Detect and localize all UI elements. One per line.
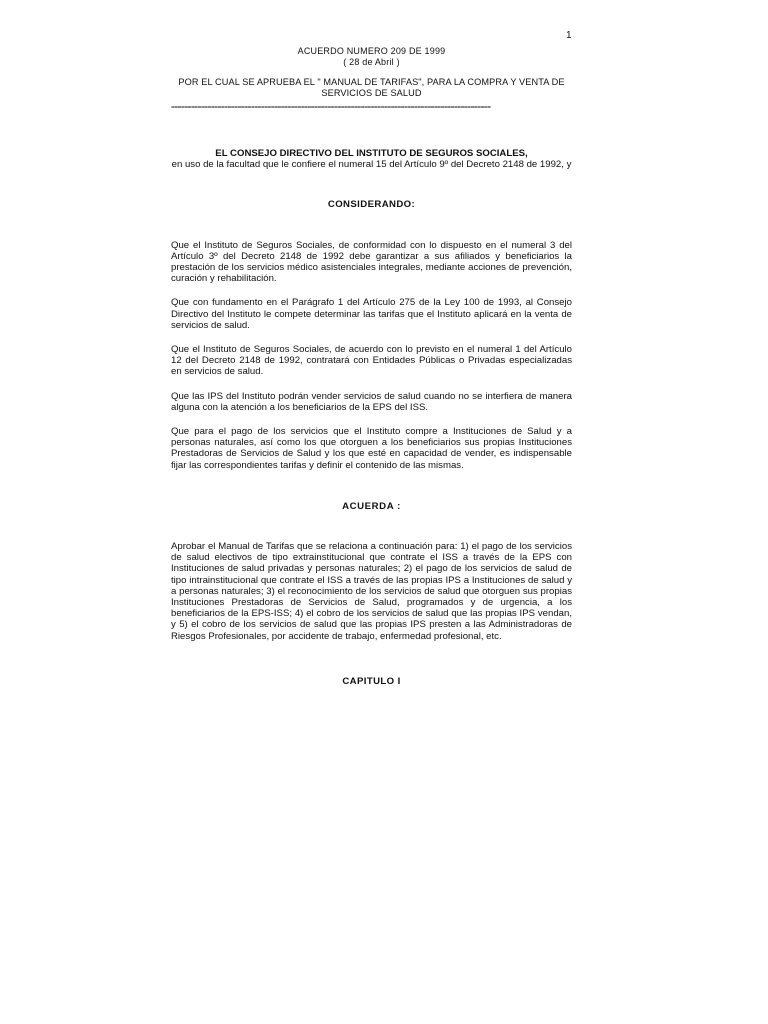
considerando-paragraph: Que las IPS del Instituto podrán vender servicios de salud cuando no se interfiera de manera alguna con la atención a los beneficiarios de la EPS del ISS. — [171, 390, 572, 413]
acuerda-paragraph: Aprobar el Manual de Tarifas que se relaciona a continuación para: 1) el pago de los servicios de salud electivos de tipo extrainstitucional que contrate el ISS a través de la EPS con Instituciones de salud privadas y personas naturales; 2) el pago de los servicios de salud de tipo intrainstitucional que contrate el ISS a través de las propias IPS a Instituciones de salud y a personas naturales; 3) el reconocimiento de los servicios de salud que otorguen sus propias Instituciones Prestadoras de Servicios de Salud, programados y de urgencia, a los beneficiarios de la EPS-ISS; 4) el cobro de los servicios de salud que las propias IPS vendan, y 5) el cobro de los servicios de salud que las propias IPS presten a las Administradoras de Riesgos Profesionales, por accidente de trabajo, enfermedad profesional, etc. — [171, 541, 572, 642]
agreement-date: ( 28 de Abril ) — [343, 57, 400, 67]
agreement-number: ACUERDO NUMERO 209 DE 1999 — [297, 46, 446, 56]
agreement-title: POR EL CUAL SE APRUEBA EL " MANUAL DE TARIFAS", PARA LA COMPRA Y VENTA DE SERVICIOS DE SALUD — [178, 77, 565, 98]
considerando-paragraph: Que con fundamento en el Parágrafo 1 del Artículo 275 de la Ley 100 de 1993, al Consejo Directivo del Instituto le compete determinar las tarifas que el Instituto aplicará en la venta de servicios de salud. — [171, 297, 572, 331]
considerando-paragraph: Que el Instituto de Seguros Sociales, de acuerdo con lo previsto en el numeral 1 del Artículo 12 del Decreto 2148 de 1992, contratará con Entidades Públicas o Privadas especializadas en servicios de salud. — [171, 344, 572, 378]
chapter-heading: CAPITULO I — [342, 675, 401, 687]
considerando-heading: CONSIDERANDO: — [327, 199, 416, 211]
page-number: 1 — [566, 30, 572, 41]
separator-line: ================================================================================================ — [171, 104, 491, 111]
council-name: EL CONSEJO DIRECTIVO DEL INSTITUTO DE SEGUROS SOCIALES, — [215, 148, 528, 159]
considerando-paragraph: Que el Instituto de Seguros Sociales, de conformidad con lo dispuesto en el numeral 3 del Artículo 3º del Decreto 2148 de 1992 debe garantizar a sus afiliados y beneficiarios la prestación de los servicios médico asistenciales integrales, mediante acciones de prevención, curación y rehabilitación. — [171, 239, 572, 285]
council-text: en uso de la facultad que le confiere el numeral 15 del Artículo 9º del Decreto 2148 de 1992, y — [171, 159, 572, 171]
considerando-paragraph: Que para el pago de los servicios que el Instituto compre a Instituciones de Salud y a personas naturales, así como los que otorguen a los beneficiarios sus propias Instituciones Prestadoras de Servicios de Salud y los que esté en capacidad de vender, es indispensable fijar las correspondientes tarifas y definir el contenido de las mismas. — [171, 426, 572, 471]
document-body — [171, 46, 572, 687]
acuerda-heading: ACUERDA : — [342, 500, 401, 512]
